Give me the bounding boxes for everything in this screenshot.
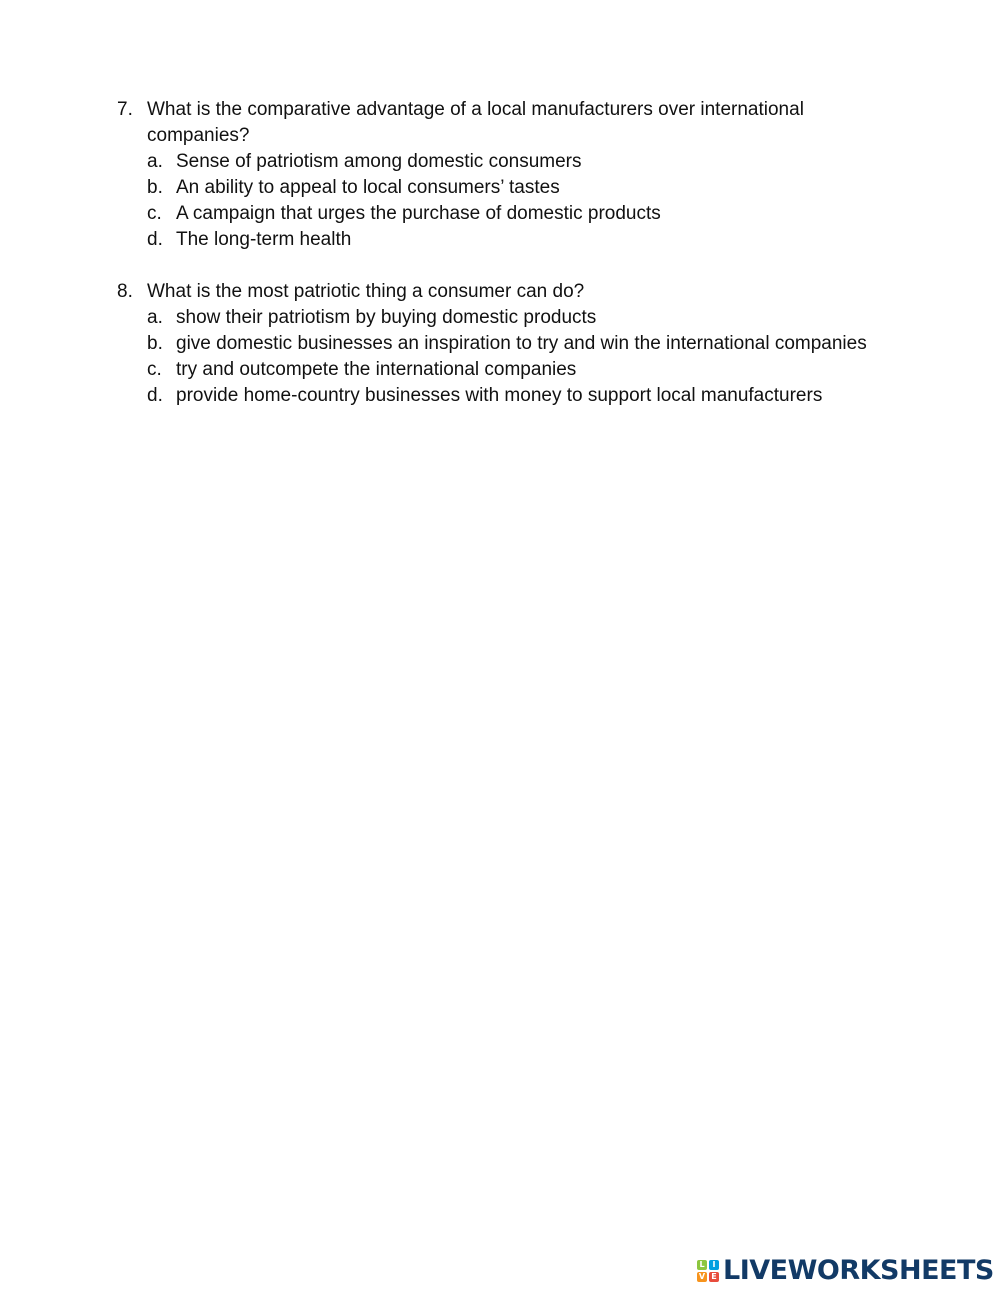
option-text: An ability to appeal to local consumers’ tastes <box>176 177 560 198</box>
option-text: try and outcompete the international companies <box>176 359 577 380</box>
question-stem <box>117 97 877 149</box>
logo-mark-icon <box>697 1260 719 1282</box>
question-text: What is the comparative advantage of a local manufacturers over international companies? <box>147 99 804 146</box>
option-letter: a. <box>147 151 163 172</box>
option-letter: c. <box>147 203 162 224</box>
option-a <box>147 149 877 175</box>
question-number: 7. <box>117 99 133 120</box>
option-letter: b. <box>147 333 163 354</box>
logo-mark-cell: E <box>709 1272 719 1282</box>
option-text: show their patriotism by buying domestic products <box>176 307 597 328</box>
option-text: The long-term health <box>176 229 352 250</box>
option-d <box>147 383 877 409</box>
option-letter: d. <box>147 385 163 406</box>
option-letter: c. <box>147 359 162 380</box>
option-c <box>147 201 877 227</box>
option-d <box>147 227 877 253</box>
question-7 <box>117 97 877 253</box>
logo-mark-cell: L <box>697 1260 707 1270</box>
option-text: give domestic businesses an inspiration to try and win the international companies <box>176 333 867 354</box>
logo-mark-cell: V <box>698 1272 706 1281</box>
option-c <box>147 357 877 383</box>
liveworksheets-logo[interactable] <box>697 1255 994 1287</box>
option-text: A campaign that urges the purchase of domestic products <box>176 203 661 224</box>
answer-options <box>117 305 877 409</box>
option-a <box>147 305 877 331</box>
question-number: 8. <box>117 281 133 302</box>
logo-mark-cell: I <box>709 1260 719 1270</box>
question-text: What is the most patriotic thing a consumer can do? <box>147 281 585 302</box>
answer-options <box>117 149 877 253</box>
option-b <box>147 175 877 201</box>
option-letter: d. <box>147 229 163 250</box>
option-text: provide home-country businesses with money to support local manufacturers <box>176 385 823 406</box>
option-text: Sense of patriotism among domestic consumers <box>176 151 582 172</box>
option-b <box>147 331 877 357</box>
option-letter: a. <box>147 307 163 328</box>
question-stem <box>117 279 877 305</box>
logo-wordmark: LIVEWORKSHEETS <box>723 1255 994 1286</box>
option-letter: b. <box>147 177 163 198</box>
question-8 <box>117 279 877 409</box>
